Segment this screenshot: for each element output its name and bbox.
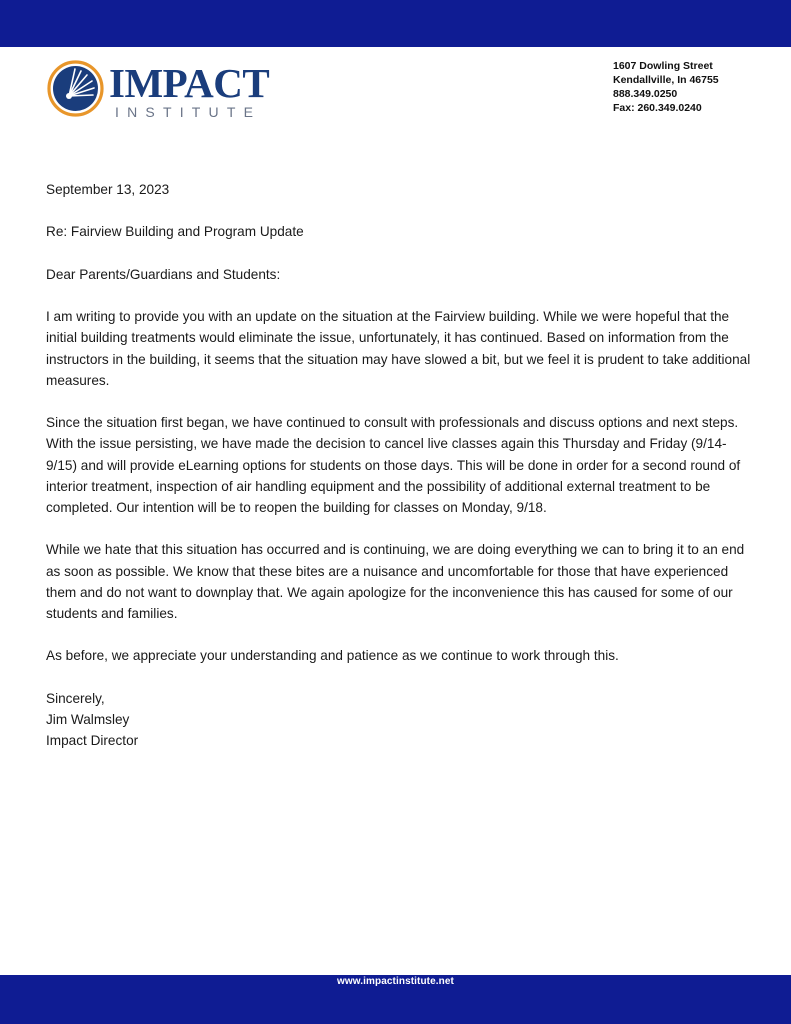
address-city: Kendallville, In 46755 (613, 74, 719, 86)
letter-paragraph-1: I am writing to provide you with an update on the situation at the Fairview building. While we were hopeful that the initial building treatments would eliminate the issue, unfortunately, it has continued. Based on information from the instructors in the building, it seems that the situation may have slowed a bit, but we feel it is prudent to take additional measures. (46, 309, 751, 388)
letter-paragraph-2: Since the situation first began, we have continued to consult with professionals and discuss options and next steps. With the issue persisting, we have made the decision to cancel live classes again this Thursday and Friday (9/14-9/15) and will provide eLearning options for students on those days. This will be done in order for a second round of interior treatment, inspection of air handling equipment and the possibility of additional external treatment to be completed. Our intention will be to reopen the building for classes on Monday, 9/18. (46, 415, 741, 515)
letter-body (46, 179, 756, 751)
letter-salutation: Dear Parents/Guardians and Students: (46, 266, 281, 282)
signature-block (46, 688, 756, 752)
signer-title: Impact Director (46, 733, 139, 749)
impact-institute-logo (47, 60, 287, 126)
address-phone: 888.349.0250 (613, 88, 678, 100)
address-fax: Fax: 260.349.0240 (613, 102, 702, 114)
letter-paragraph-3: While we hate that this situation has occurred and is continuing, we are doing everything we can to bring it to an end as soon as possible. We know that these bites are a nuisance and uncomfortable for those that have experienced them and do not want to downplay that. We again apologize for the inconvenience this has caused for some of our students and families. (46, 542, 745, 621)
header-band (0, 0, 791, 47)
starburst-logo-icon (47, 60, 104, 117)
letter-subject: Re: Fairview Building and Program Update (46, 224, 304, 240)
letter-paragraph-4: As before, we appreciate your understanding and patience as we continue to work through this. (46, 648, 619, 664)
logo-wordmark: IMPACT (109, 60, 270, 106)
footer-band (0, 975, 791, 1024)
logo-subtitle: INSTITUTE (115, 104, 262, 120)
letter-date: September 13, 2023 (46, 182, 170, 197)
signer-name: Jim Walmsley (46, 711, 130, 727)
address-block (613, 59, 719, 115)
letter-closing: Sincerely, (46, 690, 105, 706)
footer-website-link[interactable]: www.impactinstitute.net (337, 976, 454, 987)
address-street: 1607 Dowling Street (613, 60, 713, 72)
